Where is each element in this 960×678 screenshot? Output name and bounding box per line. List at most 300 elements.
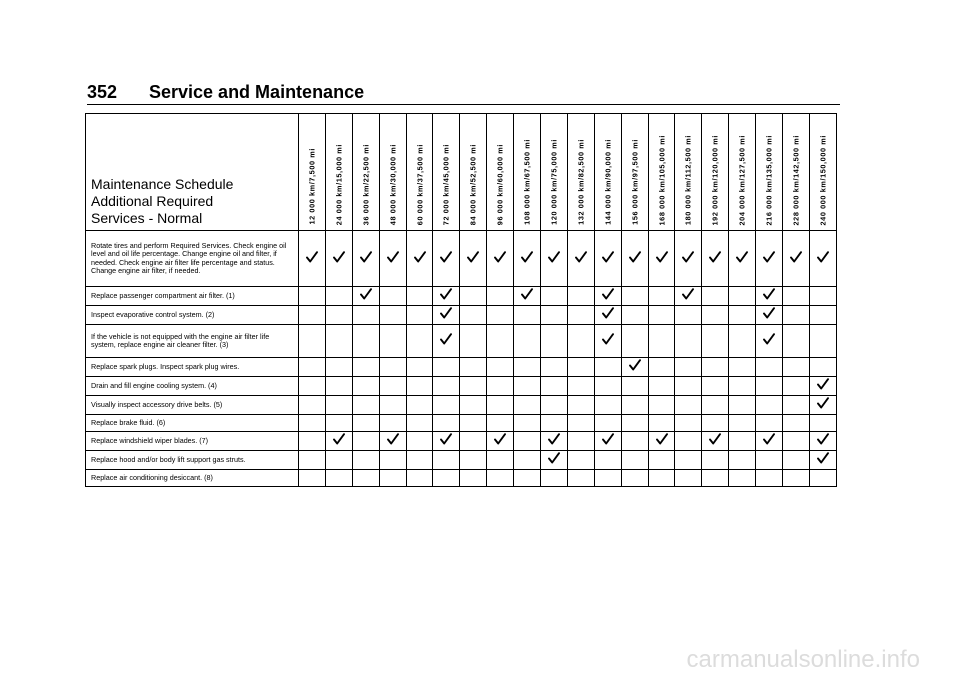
page-header (87, 82, 833, 103)
checkmark-icon (763, 307, 775, 319)
schedule-cell (487, 415, 514, 432)
schedule-cell (594, 358, 621, 377)
schedule-cell (541, 396, 568, 415)
checkmark-icon (817, 433, 829, 445)
schedule-cell (325, 358, 352, 377)
schedule-cell (433, 231, 460, 287)
interval-header (729, 114, 756, 231)
schedule-cell (406, 396, 433, 415)
schedule-cell (756, 415, 783, 432)
schedule-cell (541, 470, 568, 487)
task-description: Replace windshield wiper blades. (7) (86, 432, 299, 451)
schedule-cell (379, 396, 406, 415)
schedule-cell (648, 415, 675, 432)
schedule-cell (460, 415, 487, 432)
schedule-cell (541, 451, 568, 470)
schedule-cell (325, 396, 352, 415)
table-row (86, 470, 837, 487)
schedule-cell (379, 231, 406, 287)
schedule-cell (809, 358, 836, 377)
schedule-cell (514, 396, 541, 415)
schedule-cell (809, 432, 836, 451)
schedule-cell (809, 451, 836, 470)
table-row (86, 358, 837, 377)
schedule-cell (460, 432, 487, 451)
checkmark-icon (602, 251, 614, 263)
schedule-cell (299, 325, 326, 358)
schedule-cell (433, 306, 460, 325)
schedule-cell (809, 325, 836, 358)
checkmark-icon (575, 251, 587, 263)
schedule-cell (406, 451, 433, 470)
schedule-cell (783, 470, 810, 487)
schedule-cell (541, 432, 568, 451)
schedule-cell (514, 287, 541, 306)
task-description: Drain and fill engine cooling system. (4) (86, 377, 299, 396)
schedule-cell (648, 396, 675, 415)
schedule-cell (487, 306, 514, 325)
schedule-cell (783, 358, 810, 377)
schedule-cell (729, 377, 756, 396)
schedule-cell (460, 306, 487, 325)
schedule-cell (299, 377, 326, 396)
schedule-cell (406, 287, 433, 306)
schedule-cell (783, 231, 810, 287)
schedule-cell (514, 470, 541, 487)
table-row (86, 415, 837, 432)
schedule-cell (809, 396, 836, 415)
schedule-cell (648, 451, 675, 470)
checkmark-icon (682, 288, 694, 300)
task-description: Rotate tires and perform Required Services. Check engine oil level and oil life percentage. Change engine oil and filter, if needed. Check engine air filter life percentage and status. Change engine air filter, if needed. (86, 231, 299, 287)
schedule-cell (487, 451, 514, 470)
schedule-cell (594, 396, 621, 415)
schedule-cell (756, 231, 783, 287)
schedule-cell (541, 287, 568, 306)
table-row (86, 231, 837, 287)
schedule-cell (702, 451, 729, 470)
checkmark-icon (763, 433, 775, 445)
schedule-cell (460, 287, 487, 306)
checkmark-icon (494, 251, 506, 263)
schedule-cell (352, 415, 379, 432)
schedule-cell (379, 432, 406, 451)
task-description: Replace spark plugs. Inspect spark plug wires. (86, 358, 299, 377)
schedule-cell (325, 377, 352, 396)
schedule-cell (460, 396, 487, 415)
schedule-cell (594, 231, 621, 287)
schedule-cell (594, 287, 621, 306)
schedule-cell (729, 396, 756, 415)
interval-header (756, 114, 783, 231)
schedule-cell (648, 432, 675, 451)
checkmark-icon (548, 452, 560, 464)
schedule-cell (352, 325, 379, 358)
checkmark-icon (817, 251, 829, 263)
interval-label: 192 000 km/120,000 mi (710, 134, 720, 225)
task-description: Replace brake fluid. (6) (86, 415, 299, 432)
schedule-cell (460, 451, 487, 470)
checkmark-icon (467, 251, 479, 263)
interval-label: 48 000 km/30,000 mi (388, 143, 398, 225)
interval-label: 84 000 km/52,500 mi (468, 143, 478, 225)
schedule-cell (756, 470, 783, 487)
checkmark-icon (817, 397, 829, 409)
interval-label: 72 000 km/45,000 mi (441, 143, 451, 225)
table-row (86, 377, 837, 396)
checkmark-icon (440, 251, 452, 263)
schedule-cell (621, 306, 648, 325)
schedule-cell (567, 396, 594, 415)
maintenance-schedule-table (85, 113, 837, 487)
schedule-cell (433, 358, 460, 377)
checkmark-icon (387, 251, 399, 263)
checkmark-icon (548, 433, 560, 445)
schedule-cell (299, 415, 326, 432)
task-description: Replace hood and/or body lift support gas struts. (86, 451, 299, 470)
checkmark-icon (333, 433, 345, 445)
interval-label: 96 000 km/60,000 mi (495, 143, 505, 225)
checkmark-icon (736, 251, 748, 263)
interval-label: 12 000 km/7,500 mi (307, 148, 317, 225)
interval-label: 108 000 km/67,500 mi (522, 139, 532, 225)
schedule-cell (621, 415, 648, 432)
interval-label: 204 000 km/127,500 mi (737, 134, 747, 225)
schedule-cell (352, 358, 379, 377)
schedule-cell (541, 325, 568, 358)
checkmark-icon (709, 433, 721, 445)
interval-header (299, 114, 326, 231)
schedule-cell (621, 432, 648, 451)
schedule-cell (406, 358, 433, 377)
schedule-cell (352, 287, 379, 306)
schedule-cell (621, 287, 648, 306)
schedule-cell (675, 306, 702, 325)
schedule-cell (594, 306, 621, 325)
schedule-cell (514, 451, 541, 470)
table-row (86, 306, 837, 325)
schedule-cell (702, 325, 729, 358)
interval-header (514, 114, 541, 231)
schedule-cell (567, 231, 594, 287)
checkmark-icon (387, 433, 399, 445)
schedule-cell (648, 325, 675, 358)
schedule-cell (379, 358, 406, 377)
interval-header (406, 114, 433, 231)
task-description: Replace passenger compartment air filter. (1) (86, 287, 299, 306)
interval-header (487, 114, 514, 231)
checkmark-icon (602, 433, 614, 445)
schedule-cell (379, 415, 406, 432)
schedule-cell (514, 432, 541, 451)
interval-label: 36 000 km/22,500 mi (361, 143, 371, 225)
schedule-cell (406, 325, 433, 358)
schedule-cell (325, 470, 352, 487)
schedule-cell (514, 358, 541, 377)
schedule-cell (487, 325, 514, 358)
schedule-cell (675, 470, 702, 487)
schedule-cell (756, 358, 783, 377)
schedule-cell (729, 470, 756, 487)
schedule-cell (299, 451, 326, 470)
checkmark-icon (360, 288, 372, 300)
watermark-text: carmanualsonline.info (686, 646, 920, 673)
schedule-cell (433, 470, 460, 487)
interval-header-row (86, 114, 837, 231)
checkmark-icon (521, 288, 533, 300)
interval-header (541, 114, 568, 231)
schedule-cell (621, 451, 648, 470)
checkmark-icon (817, 452, 829, 464)
schedule-cell (702, 231, 729, 287)
checkmark-icon (656, 251, 668, 263)
checkmark-icon (440, 307, 452, 319)
schedule-cell (352, 377, 379, 396)
schedule-cell (352, 306, 379, 325)
schedule-cell (487, 231, 514, 287)
schedule-cell (514, 325, 541, 358)
schedule-cell (352, 231, 379, 287)
interval-header (702, 114, 729, 231)
section-title: Service and Maintenance (149, 82, 365, 102)
table-row (86, 451, 837, 470)
interval-label: 168 000 km/105,000 mi (657, 134, 667, 225)
schedule-cell (648, 377, 675, 396)
schedule-cell (514, 415, 541, 432)
schedule-cell (299, 358, 326, 377)
schedule-cell (675, 451, 702, 470)
schedule-cell (352, 470, 379, 487)
schedule-cell (541, 415, 568, 432)
schedule-cell (514, 306, 541, 325)
schedule-cell (702, 377, 729, 396)
schedule-cell (756, 377, 783, 396)
schedule-cell (729, 451, 756, 470)
schedule-cell (702, 415, 729, 432)
schedule-cell (379, 470, 406, 487)
interval-label: 144 000 km/90,000 mi (603, 139, 613, 225)
schedule-cell (541, 306, 568, 325)
task-description: Inspect evaporative control system. (2) (86, 306, 299, 325)
schedule-cell (783, 306, 810, 325)
schedule-cell (325, 306, 352, 325)
schedule-cell (487, 358, 514, 377)
page-number: 352 (87, 82, 118, 102)
checkmark-icon (440, 288, 452, 300)
interval-header (460, 114, 487, 231)
schedule-cell (514, 231, 541, 287)
checkmark-icon (440, 333, 452, 345)
schedule-cell (406, 377, 433, 396)
checkmark-icon (548, 251, 560, 263)
schedule-cell (325, 287, 352, 306)
schedule-cell (756, 451, 783, 470)
checkmark-icon (763, 288, 775, 300)
checkmark-icon (333, 251, 345, 263)
checkmark-icon (360, 251, 372, 263)
checkmark-icon (656, 433, 668, 445)
schedule-cell (702, 358, 729, 377)
schedule-cell (675, 377, 702, 396)
schedule-cell (809, 470, 836, 487)
checkmark-icon (763, 251, 775, 263)
table-row (86, 396, 837, 415)
interval-header (675, 114, 702, 231)
schedule-cell (809, 231, 836, 287)
interval-label: 228 000 km/142,500 mi (791, 134, 801, 225)
schedule-cell (809, 306, 836, 325)
schedule-cell (379, 287, 406, 306)
schedule-body (86, 231, 837, 487)
schedule-cell (433, 451, 460, 470)
schedule-cell (783, 415, 810, 432)
checkmark-icon (709, 251, 721, 263)
schedule-cell (325, 432, 352, 451)
schedule-cell (299, 432, 326, 451)
schedule-cell (675, 231, 702, 287)
checkmark-icon (763, 333, 775, 345)
schedule-cell (433, 325, 460, 358)
schedule-cell (783, 451, 810, 470)
table-title-cell (86, 114, 299, 231)
schedule-cell (379, 325, 406, 358)
schedule-cell (433, 432, 460, 451)
schedule-cell (756, 432, 783, 451)
schedule-cell (729, 231, 756, 287)
schedule-cell (487, 396, 514, 415)
schedule-cell (567, 358, 594, 377)
table-title-line: Maintenance Schedule (91, 176, 234, 192)
schedule-cell (621, 396, 648, 415)
schedule-cell (702, 306, 729, 325)
interval-header (379, 114, 406, 231)
schedule-cell (514, 377, 541, 396)
schedule-cell (702, 396, 729, 415)
schedule-cell (783, 432, 810, 451)
schedule-cell (299, 396, 326, 415)
schedule-cell (567, 306, 594, 325)
schedule-cell (352, 451, 379, 470)
schedule-cell (299, 287, 326, 306)
schedule-cell (567, 415, 594, 432)
checkmark-icon (790, 251, 802, 263)
schedule-cell (433, 287, 460, 306)
schedule-cell (460, 470, 487, 487)
schedule-cell (567, 377, 594, 396)
schedule-cell (756, 325, 783, 358)
table-title-line: Services - Normal (91, 210, 203, 226)
schedule-cell (325, 415, 352, 432)
checkmark-icon (629, 359, 641, 371)
schedule-cell (460, 377, 487, 396)
checkmark-icon (629, 251, 641, 263)
schedule-cell (729, 358, 756, 377)
interval-header (567, 114, 594, 231)
schedule-cell (299, 470, 326, 487)
interval-label: 180 000 km/112,500 mi (683, 134, 693, 225)
interval-label: 60 000 km/37,500 mi (415, 143, 424, 225)
schedule-cell (729, 306, 756, 325)
interval-header (621, 114, 648, 231)
schedule-cell (567, 432, 594, 451)
schedule-cell (648, 306, 675, 325)
schedule-cell (379, 306, 406, 325)
task-description: Visually inspect accessory drive belts. (5) (86, 396, 299, 415)
schedule-cell (621, 325, 648, 358)
schedule-cell (460, 358, 487, 377)
schedule-cell (567, 287, 594, 306)
interval-label: 156 000 km/97,500 mi (630, 139, 640, 225)
schedule-cell (783, 287, 810, 306)
schedule-cell (567, 451, 594, 470)
schedule-cell (541, 358, 568, 377)
schedule-cell (675, 432, 702, 451)
schedule-cell (756, 306, 783, 325)
checkmark-icon (440, 433, 452, 445)
schedule-cell (675, 396, 702, 415)
schedule-cell (621, 377, 648, 396)
schedule-cell (702, 432, 729, 451)
checkmark-icon (602, 333, 614, 345)
schedule-cell (487, 470, 514, 487)
task-description: Replace air conditioning desiccant. (8) (86, 470, 299, 487)
schedule-cell (406, 415, 433, 432)
table-row (86, 325, 837, 358)
schedule-cell (406, 306, 433, 325)
interval-header (352, 114, 379, 231)
table-title (91, 176, 298, 227)
schedule-cell (756, 396, 783, 415)
table-row (86, 432, 837, 451)
checkmark-icon (306, 251, 318, 263)
checkmark-icon (494, 433, 506, 445)
schedule-cell (783, 396, 810, 415)
schedule-cell (460, 231, 487, 287)
interval-header (433, 114, 460, 231)
interval-label: 24 000 km/15,000 mi (334, 143, 344, 225)
header-rule (87, 104, 840, 105)
schedule-cell (325, 231, 352, 287)
schedule-cell (756, 287, 783, 306)
schedule-cell (460, 325, 487, 358)
interval-header (783, 114, 810, 231)
schedule-cell (299, 231, 326, 287)
schedule-cell (325, 325, 352, 358)
schedule-cell (648, 231, 675, 287)
schedule-cell (702, 470, 729, 487)
schedule-cell (675, 287, 702, 306)
schedule-cell (433, 396, 460, 415)
schedule-cell (675, 358, 702, 377)
schedule-cell (567, 325, 594, 358)
schedule-cell (729, 415, 756, 432)
schedule-cell (809, 287, 836, 306)
table-title-line: Additional Required (91, 193, 214, 209)
schedule-cell (809, 377, 836, 396)
schedule-cell (433, 415, 460, 432)
checkmark-icon (682, 251, 694, 263)
interval-label: 216 000 km/135,000 mi (764, 134, 774, 225)
schedule-cell (567, 470, 594, 487)
schedule-cell (406, 432, 433, 451)
schedule-cell (594, 377, 621, 396)
schedule-cell (299, 306, 326, 325)
interval-label: 132 000 km/82,500 mi (576, 139, 586, 225)
interval-header (648, 114, 675, 231)
schedule-cell (379, 377, 406, 396)
schedule-cell (352, 432, 379, 451)
schedule-cell (594, 451, 621, 470)
